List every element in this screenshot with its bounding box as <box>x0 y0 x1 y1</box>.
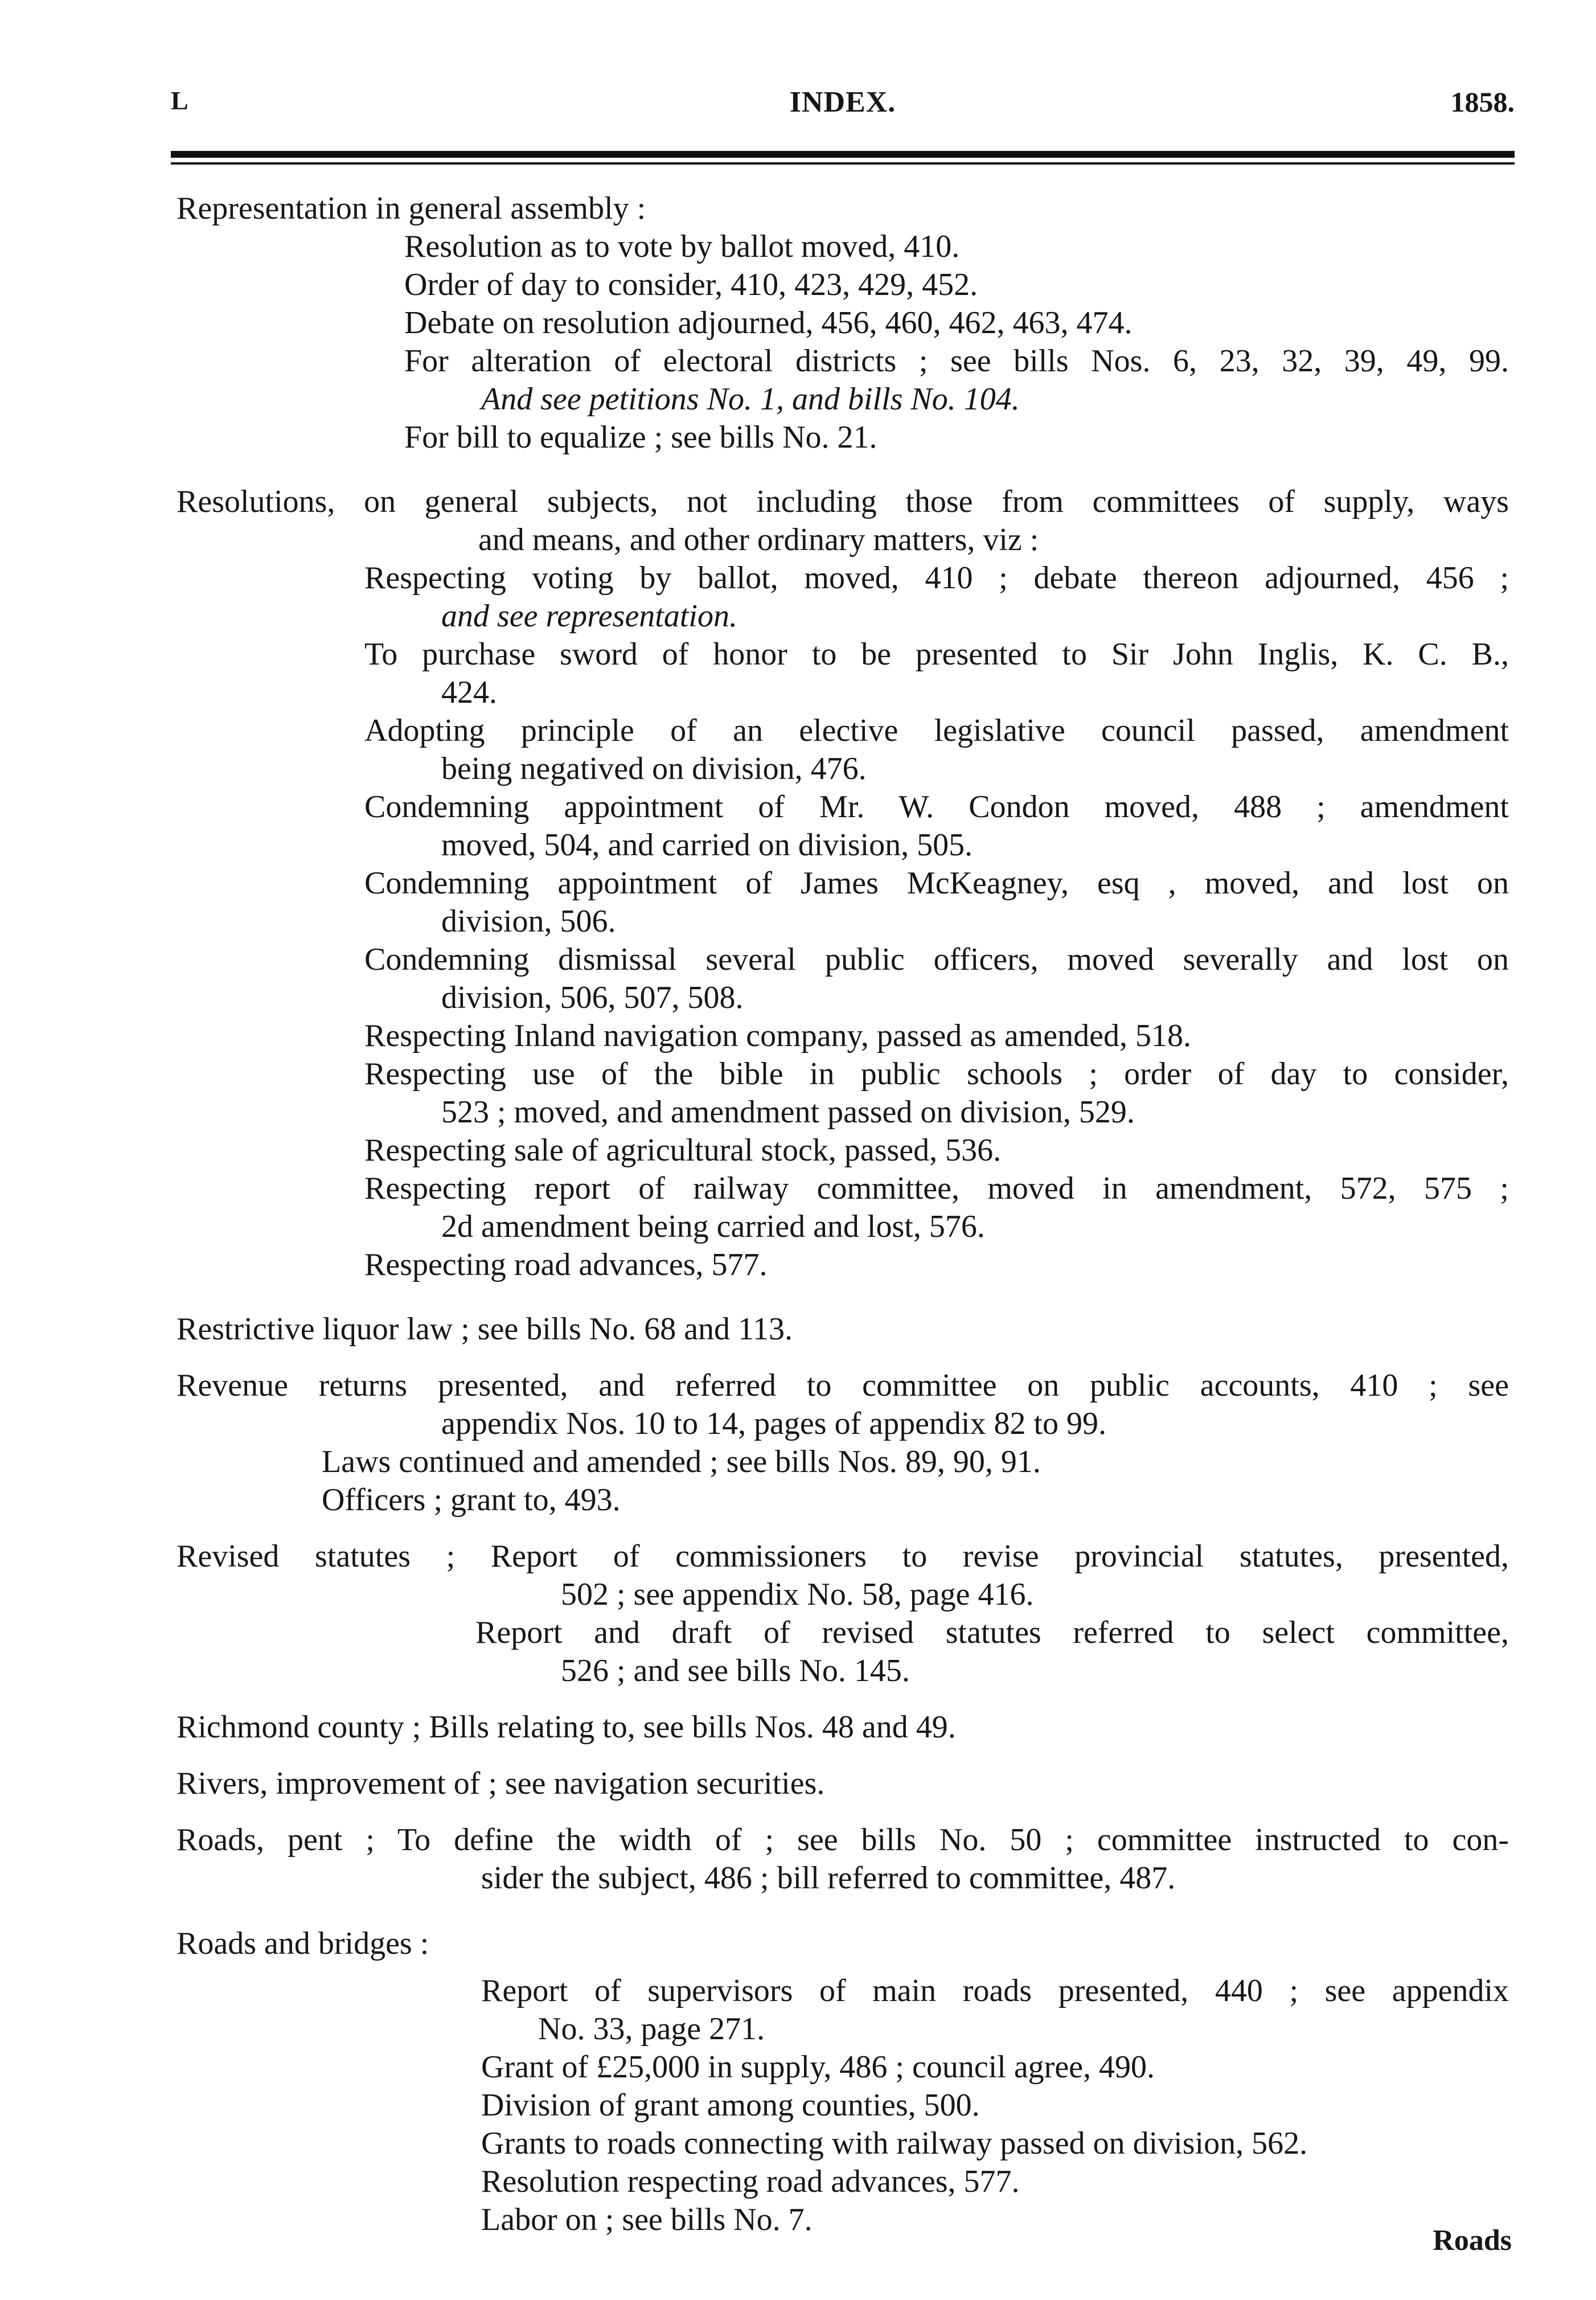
entry-line: Division of grant among counties, 500. <box>481 2088 980 2123</box>
entry-head: Representation in general assembly : <box>177 191 646 226</box>
entry-richmond-county <box>177 1708 1509 1746</box>
entry-line: Officers ; grant to, 493. <box>322 1482 621 1518</box>
page-letter: L <box>171 86 188 115</box>
entry-line: Resolution as to vote by ballot moved, 410. <box>404 229 960 264</box>
entry-line: For bill to equalize ; see bills No. 21. <box>404 420 877 455</box>
entry-head: Revised statutes ; Report of commissioners to revise provincial statutes, presented, <box>177 1539 1509 1574</box>
entry-roads-and-bridges <box>177 1925 1509 2239</box>
page-title: INDEX. <box>789 86 896 118</box>
page-year: 1858. <box>1450 86 1515 118</box>
entry-head: Rivers, improvement of ; see navigation securities. <box>177 1766 825 1801</box>
entry-line: Condemning appointment of James McKeagney, esq , moved, and lost on <box>364 866 1509 901</box>
entry-head: Roads, pent ; To define the width of ; see bills No. 50 ; committee instructed to con- <box>177 1822 1509 1858</box>
entry-line: Laws continued and amended ; see bills Nos. 89, 90, 91. <box>322 1444 1041 1479</box>
entry-head: Revenue returns presented, and referred to committee on public accounts, 410 ; see <box>177 1368 1509 1403</box>
header-rule-thick <box>171 151 1515 158</box>
entry-line: 2d amendment being carried and lost, 576. <box>441 1209 985 1244</box>
entry-line: 424. <box>441 675 497 710</box>
entry-revenue <box>177 1367 1509 1519</box>
entry-line: Order of day to consider, 410, 423, 429, 452. <box>404 267 978 302</box>
page-header <box>171 85 1515 131</box>
entry-head-cont: sider the subject, 486 ; bill referred to committee, 487. <box>481 1860 1176 1896</box>
entry-head: Resolutions, on general subjects, not including those from committees of supply, ways <box>177 484 1509 519</box>
entry-roads-pent <box>177 1821 1509 1897</box>
entry-line: division, 506. <box>441 904 616 939</box>
entry-line: Respecting road advances, 577. <box>364 1247 768 1282</box>
entry-line: Condemning appointment of Mr. W. Condon moved, 488 ; amendment <box>364 789 1509 825</box>
catchword: Roads <box>1433 2224 1512 2257</box>
entry-line: Respecting sale of agricultural stock, passed, 536. <box>364 1133 1002 1168</box>
index-content <box>177 190 1509 2239</box>
entry-line: Report of supervisors of main roads presented, 440 ; see appendix <box>481 1973 1509 2008</box>
entry-line: Resolution respecting road advances, 577. <box>481 2164 1020 2199</box>
entry-line: Grant of £25,000 in supply, 486 ; council agree, 490. <box>481 2049 1155 2085</box>
entry-line: Debate on resolution adjourned, 456, 460, 462, 463, 474. <box>404 305 1133 341</box>
entry-head: Roads and bridges : <box>177 1926 429 1961</box>
entry-line: Adopting principle of an elective legislative council passed, amendment <box>364 713 1509 748</box>
entry-line: being negatived on division, 476. <box>441 751 867 786</box>
entry-line: and see representation. <box>441 598 737 634</box>
entry-line: Condemning dismissal several public officers, moved severally and lost on <box>364 942 1509 977</box>
entry-line: Respecting Inland navigation company, passed as amended, 518. <box>364 1018 1191 1053</box>
entry-line: 526 ; and see bills No. 145. <box>561 1653 910 1688</box>
entry-rivers <box>177 1765 1509 1803</box>
entry-line: For alteration of electoral districts ; see bills Nos. 6, 23, 32, 39, 49, 99. <box>404 343 1509 379</box>
entry-representation <box>177 190 1509 457</box>
entry-head: Richmond county ; Bills relating to, see bills Nos. 48 and 49. <box>177 1709 956 1745</box>
entry-head-cont: appendix Nos. 10 to 14, pages of appendix 82 to 99. <box>441 1406 1107 1441</box>
entry-line: moved, 504, and carried on division, 505. <box>441 827 973 863</box>
entry-line: division, 506, 507, 508. <box>441 980 744 1015</box>
entry-line: 523 ; moved, and amendment passed on division, 529. <box>441 1094 1135 1130</box>
entry-head-cont: and means, and other ordinary matters, viz : <box>478 522 1039 557</box>
entry-line: Respecting use of the bible in public schools ; order of day to consider, <box>364 1056 1509 1092</box>
entry-resolutions <box>177 483 1509 1284</box>
entry-line: Respecting report of railway committee, moved in amendment, 572, 575 ; <box>364 1171 1509 1206</box>
entry-revised-statutes <box>177 1538 1509 1690</box>
entry-line: Labor on ; see bills No. 7. <box>481 2202 813 2237</box>
entry-line: Grants to roads connecting with railway passed on division, 562. <box>481 2126 1308 2161</box>
entry-line: Report and draft of revised statutes referred to select committee, <box>475 1615 1509 1650</box>
entry-line: Respecting voting by ballot, moved, 410 ; debate thereon adjourned, 456 ; <box>364 560 1509 596</box>
entry-line: To purchase sword of honor to be presented to Sir John Inglis, K. C. B., <box>364 637 1509 672</box>
entry-head-cont: 502 ; see appendix No. 58, page 416. <box>561 1577 1034 1612</box>
entry-line: And see petitions No. 1, and bills No. 104. <box>481 382 1020 417</box>
entry-restrictive-liquor-law <box>177 1310 1509 1348</box>
header-rule-thin <box>171 162 1515 165</box>
entry-head: Restrictive liquor law ; see bills No. 68 and 113. <box>177 1311 793 1347</box>
entry-line: No. 33, page 271. <box>538 2011 765 2047</box>
